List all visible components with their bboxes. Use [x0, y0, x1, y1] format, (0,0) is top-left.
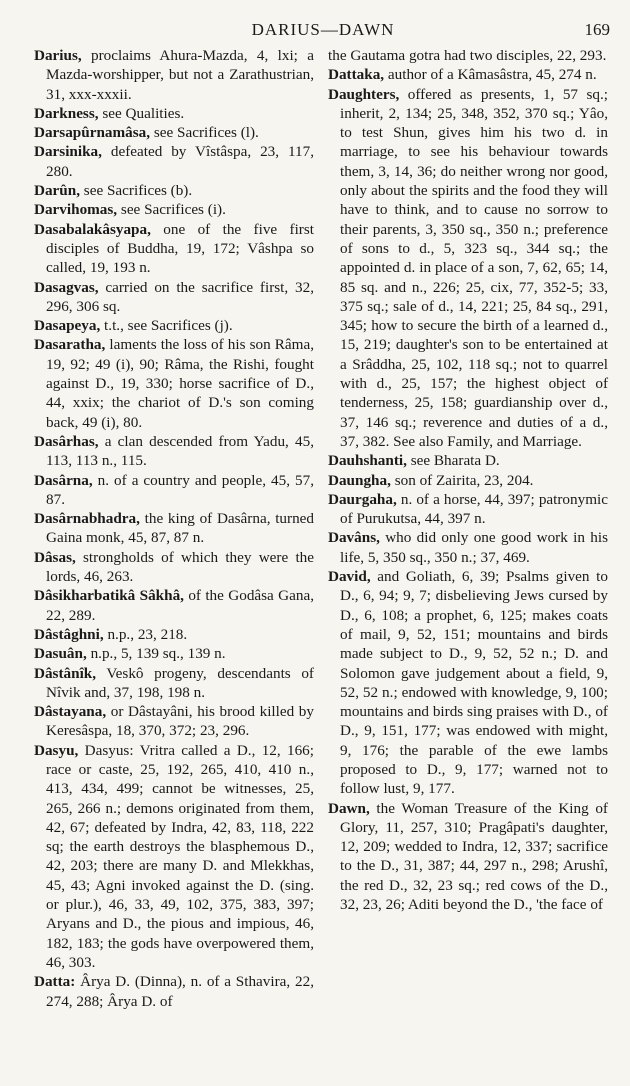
entry-headword: Dasârnabhadra,: [34, 510, 140, 528]
entry-headword: Darvihomas,: [34, 201, 118, 219]
entry-text: and Goliath, 6, 39; Psalms given to D., 6, 94; 9, 7; disbelieving Jews cursed by D., 6, 108; a prophet, 6, 125; makes coats of mail, 9, 52, 151; mountains and birds made subject to D., 9, 52, 52 n.; D. and Solomon gave judgement about a field, 9, 52, 52 n.; endowed with knowledge, 9, 100; mountains and birds sing praises with D., of D., 9, 151, 177; was endowed with might, 9, 176; the parable of the ewe lambs proposed to D., 9, 177; warned not to follow lust, 9, 177.: [340, 568, 608, 798]
index-entry: [328, 451, 608, 470]
entry-text: author of a Kâmasâstra, 45, 274 n.: [384, 66, 597, 84]
entry-text: Ârya D. (Dinna), n. of a Sthavira, 22, 274, 288; Ârya D. of: [46, 973, 314, 1010]
entry-text: see Sacrifices (i).: [117, 201, 226, 219]
entry-text: n.p., 23, 218.: [103, 625, 188, 643]
entry-text: the Woman Treasure of the King of Glory, 11, 257, 310; Pragâpati's daughter, 12, 209; wedded to Indra, 12, 337; sacrifice to the D., 31, 387; 44, 297 n., 298; Arushî, the red D., 32, 23 sq.; red cows of the D., 32, 23, 26; Aditi beyond the D., 'the face of: [340, 799, 608, 914]
page-header: [34, 16, 612, 46]
index-entry: [34, 335, 314, 431]
index-entry: [34, 220, 314, 278]
entry-headword: Dasuân,: [34, 645, 87, 663]
entry-headword: Datta:: [34, 973, 76, 991]
entry-headword: David,: [328, 568, 371, 586]
entry-headword: Dasaratha,: [34, 336, 106, 354]
index-entry: [34, 278, 314, 317]
entry-text: the king of Dasârna, turned Gaina monk, 45, 87, 87 n.: [46, 510, 314, 547]
entry-text: n. of a country and people, 45, 57, 87.: [46, 471, 314, 508]
entry-text: Veskô progeny, descendants of Nîvik and, 37, 198, 198 n.: [46, 664, 314, 701]
entry-text: or Dâstayâni, his brood killed by Keresâspa, 18, 370, 372; 23, 296.: [46, 703, 314, 740]
entry-headword: Dâstayana,: [34, 703, 107, 721]
index-entry: [34, 142, 314, 181]
index-entry: [34, 316, 314, 335]
entry-text: of the Godâsa Gana, 22, 289.: [46, 587, 314, 624]
entry-text: carried on the sacrifice first, 32, 296, 306 sq.: [46, 278, 314, 315]
index-entry: [328, 799, 608, 915]
index-entry: [328, 490, 608, 529]
index-entry: [34, 432, 314, 471]
index-entry: [34, 972, 314, 1011]
page-number: 169: [584, 20, 610, 39]
index-entry: [34, 625, 314, 644]
index-entry: [34, 509, 314, 548]
index-entry: [328, 471, 608, 490]
entry-headword: Dasapeya,: [34, 317, 101, 335]
index-entry: [328, 85, 608, 452]
left-column: [34, 46, 314, 1011]
index-entry: [34, 46, 314, 104]
entry-headword: Davâns,: [328, 529, 380, 547]
entry-text: who did only one good work in his life, 5, 350 sq., 350 n.; 37, 469.: [340, 529, 608, 566]
entry-text: n. of a horse, 44, 397; patronymic of Purukutsa, 44, 397 n.: [340, 490, 608, 528]
entry-headword: Dasyu,: [34, 741, 79, 759]
entry-text: a clan descended from Yadu, 45, 113, 113 n., 115.: [46, 432, 314, 470]
entry-text: proclaims Ahura-Mazda, 4, lxi; a Mazda-worshipper, but not a Zarathustrian, 31, xxx-xxxii.: [46, 47, 314, 103]
entry-text: see Sacrifices (b).: [80, 182, 193, 200]
index-entry: [34, 104, 314, 123]
entry-text: see Bharata D.: [406, 452, 500, 470]
entry-text: t.t., see Sacrifices (j).: [100, 317, 233, 335]
entry-headword: Daungha,: [328, 471, 391, 489]
entry-headword: Dasagvas,: [34, 278, 99, 296]
entry-text: laments the loss of his son Râma, 19, 92; 49 (i), 90; Râma, the Rishi, fought against D., 19, 330; horse sacrifice of D., 44, xxix; the chariot of D.'s son coming back, 49 (i), 80.: [46, 336, 314, 431]
entry-text: defeated by Vîstâspa, 23, 117, 280.: [46, 143, 314, 180]
index-entry: [328, 46, 608, 65]
entry-headword: Dauhshanti,: [328, 452, 407, 470]
entry-headword: Darius,: [34, 47, 82, 64]
entry-text: son of Zairita, 23, 204.: [390, 471, 534, 489]
entry-headword: Darûn,: [34, 182, 80, 200]
index-entry: [34, 123, 314, 142]
entry-headword: Dâsikharbatikâ Sâkhâ,: [34, 587, 184, 605]
entry-text: Dasyus: Vritra called a D., 12, 166; race or caste, 25, 192, 265, 410, 410 n., 413, 434, 499; cannot be witnesses, 25, 265, 266 n.; demons originated from them, 42, 67; defeated by Indra, 42, 83, 118, 222 sq; the earth destroys the blasphemous D., 42, 203; there are many D. and Mlekkhas, 45, 43; Agni invoked against the D. (sing. or plur.), 46, 33, 49, 102, 375, 383, 397; Aryans and D., the pious and impious, 46, 182, 183; the gods have overpowered them, 46, 303.: [46, 741, 314, 971]
running-head: DARIUS—DAWN: [251, 20, 395, 39]
index-entry: [34, 200, 314, 219]
index-entry: [34, 702, 314, 741]
index-entry: [328, 65, 608, 84]
entry-text: strongholds of which they were the lords, 46, 263.: [46, 548, 314, 586]
entry-headword: Darsinika,: [34, 143, 102, 161]
entry-headword: Dasârhas,: [34, 432, 99, 450]
entry-text: n.p., 5, 139 sq., 139 n.: [86, 645, 226, 663]
entry-headword: Dasabalakâsyapa,: [34, 220, 151, 238]
entry-headword: Dâstâghni,: [34, 625, 104, 643]
entry-headword: Darkness,: [34, 104, 99, 122]
index-entry: [328, 528, 608, 567]
entry-text: see Qualities.: [98, 104, 185, 122]
entry-text: see Sacrifices (l).: [150, 124, 259, 142]
entry-headword: Dawn,: [328, 799, 370, 817]
index-columns: [34, 46, 612, 1011]
index-entry: [34, 548, 314, 587]
entry-text: the Gautama gotra had two disciples, 22, 293.: [328, 47, 607, 64]
entry-headword: Dasârna,: [34, 471, 93, 489]
index-entry: [34, 741, 314, 973]
entry-headword: Dattaka,: [328, 66, 385, 84]
entry-headword: Daughters,: [328, 85, 400, 103]
index-entry: [328, 567, 608, 799]
entry-text: one of the five first disciples of Buddha, 19, 172; Vâshpa so called, 19, 193 n.: [46, 220, 314, 277]
entry-headword: Daurgaha,: [328, 490, 397, 508]
entry-headword: Dâstânîk,: [34, 664, 97, 682]
entry-headword: Dâsas,: [34, 548, 76, 566]
index-entry: [34, 181, 314, 200]
index-entry: [34, 471, 314, 510]
right-column: [328, 46, 608, 1011]
entry-headword: Darsapûrnamâsa,: [34, 124, 151, 142]
index-entry: [34, 664, 314, 703]
index-entry: [34, 644, 314, 663]
index-entry: [34, 586, 314, 625]
entry-text: offered as presents, 1, 57 sq.; inherit, 2, 134; 25, 348, 352, 370 sq.; Yâo, to test Shun, gives him his two d. in marriage, to see his behaviour towards them, 3, 14, 36; do neither wrong nor good, only about the spirits and the food they will have to think, and to cause no sorrow to their parents, 3, 350 sq., 350 n.; preference of sons to d., 5, 323 sq., 344 sq.; the appointed d. in place of a son, 7, 62, 65; 14, 85 sq. and n., 226; 25, cix, 77, 352-5; 33, 375 sq.; sale of d., 14, 221; 25, 84 sq., 291, 345; how to secure the birth of a learned d., 15, 219; daughter's son to be entertained at a Srâddha, 25, 102, 118 sq.; not to quarrel with d., 25, 157; the highest object of tenderness, 25, 158; guardianship over d., 37, 146 sq.; reverence and duties of a d., 37, 382. See also Family, and Marriage.: [340, 85, 608, 450]
